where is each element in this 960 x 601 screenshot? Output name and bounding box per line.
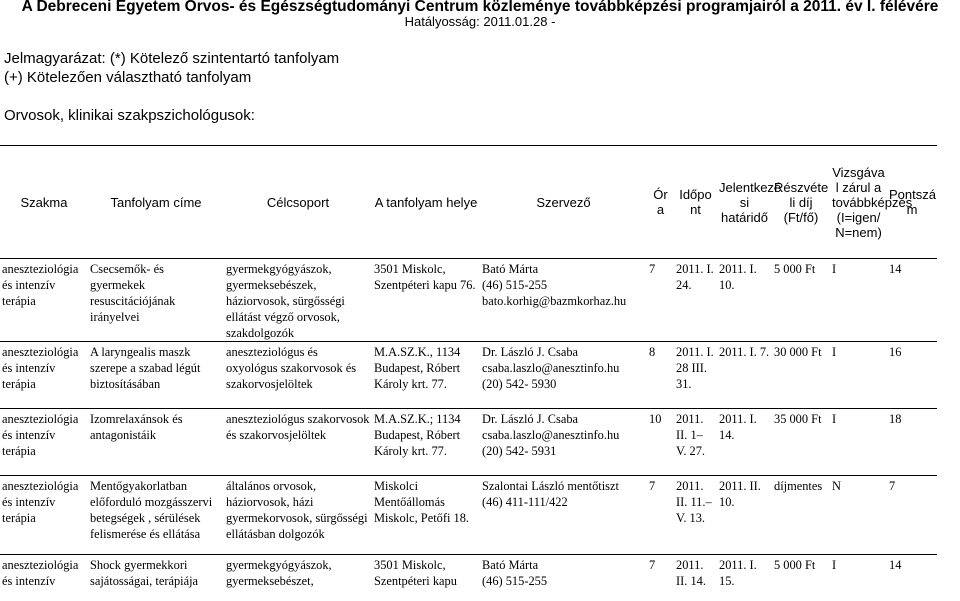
cell-szakma: aneszteziológia és intenzív terápia <box>0 259 88 342</box>
cell-szakma: aneszteziológia és intenzív terápia <box>0 409 88 476</box>
cell-dij: díjmentes <box>772 476 830 555</box>
cell-ora: 8 <box>647 342 674 409</box>
cell-vizsga: N <box>830 476 887 555</box>
col-header-pontszam: Pontszá m <box>887 146 937 259</box>
cell-celcsoport: gyermekgyógyászok, gyermeksebészet, <box>226 558 332 588</box>
cell-tanfolyam-cime: Shock gyermekkori sajátosságai, terápiája <box>90 558 199 588</box>
cell-celcsoport: gyermekgyógyászok, gyermeksebészek, háziorvosok, sürgősségi ellátást végző orvosok, szakdolgozók <box>224 259 372 342</box>
cell-hatarido: 2011. I. 15. <box>719 558 757 588</box>
cell-tanfolyam-cime: A laryngealis maszk szerepe a szabad légút biztosításában <box>88 342 224 409</box>
cell-hatarido: 2011. II. 10. <box>717 476 772 555</box>
cell-helye: 3501 Miskolc, Szentpéteri kapu 76. <box>372 259 480 342</box>
cell-hatarido: 2011. I. 7. <box>717 342 772 409</box>
cell-pontszam: 18 <box>887 409 937 476</box>
cell-tanfolyam-cime: Mentőgyakorlatban előforduló mozgásszervi betegségek , sérülések felismerése és ellátása <box>88 476 224 555</box>
cell-szervezo: Dr. László J. Csaba csaba.laszlo@anesztinfo.hu (20) 542- 5930 <box>480 342 647 409</box>
col-header-helye: A tanfolyam helye <box>372 146 480 259</box>
cell-ora: 10 <box>647 409 674 476</box>
cell-hatarido: 2011. I. 14. <box>717 409 772 476</box>
table-row <box>0 476 937 555</box>
cell-pontszam: 16 <box>887 342 937 409</box>
cell-idopont: 2011. II. 1– V. 27. <box>674 409 717 476</box>
cell-vizsga: I <box>830 409 887 476</box>
cell-idopont: 2011. II. 14. <box>676 558 706 588</box>
legend-elective: (+) Kötelezően választható tanfolyam <box>4 69 252 86</box>
col-header-dij: Részvéte li díj (Ft/fő) <box>772 146 830 259</box>
cell-celcsoport: aneszteziológus szakorvosok és szakorvosjelöltek <box>224 409 372 476</box>
cell-helye: M.A.SZ.K.; 1134 Budapest, Róbert Károly krt. 77. <box>372 409 480 476</box>
table-header-row <box>0 146 937 259</box>
legend-mandatory: Jelmagyarázat: (*) Kötelező szintentartó tanfolyam <box>4 50 340 67</box>
table-row <box>0 259 937 342</box>
table-row <box>0 555 937 598</box>
cell-vizsga: I <box>830 342 887 409</box>
cell-ora: 7 <box>649 558 656 572</box>
cell-idopont: 2011. II. 11.– V. 13. <box>674 476 717 555</box>
cell-pontszam: 14 <box>887 259 937 342</box>
cell-tanfolyam-cime: Csecsemők- és gyermekek resuscitációjának irányelvei <box>88 259 224 342</box>
cell-ora: 7 <box>647 259 674 342</box>
cell-vizsga: I <box>830 259 887 342</box>
cell-hatarido: 2011. I. 10. <box>717 259 772 342</box>
cell-helye: M.A.SZ.K., 1134 Budapest, Róbert Károly krt. 77. <box>372 342 480 409</box>
cell-ora: 7 <box>647 476 674 555</box>
course-table <box>0 145 937 597</box>
col-header-ora: Ór a <box>647 146 674 259</box>
cell-szervezo: Szalontai László mentőtiszt (46) 411-111/422 <box>480 476 647 555</box>
cell-idopont: 2011. I. 24. <box>674 259 717 342</box>
cell-szakma: aneszteziológia és intenzív terápia <box>0 342 88 409</box>
cell-celcsoport: általános orvosok, háziorvosok, házi gyermekorvosok, sürgősségi ellátásban dolgozók <box>224 476 372 555</box>
page-title: A Debreceni Egyetem Orvos- és Egészségtudományi Centrum közleménye továbbképzési programjairól a 2011. év I. félévére <box>21 0 939 15</box>
cell-vizsga: I <box>832 558 837 572</box>
validity-date: Hatályosság: 2011.01.28 - <box>404 14 556 29</box>
cell-pontszam: 14 <box>889 558 902 572</box>
col-header-idopont: Időpo nt <box>674 146 717 259</box>
cell-dij: 30 000 Ft <box>772 342 830 409</box>
cell-helye: Miskolci Mentőállomás Miskolc, Petőfi 18. <box>372 476 480 555</box>
cell-idopont: 2011. I. 28 III. 31. <box>674 342 717 409</box>
cell-szakma: aneszteziológia és intenzív terápia <box>0 476 88 555</box>
cell-pontszam: 7 <box>887 476 937 555</box>
col-header-tanfolyam-cime: Tanfolyam címe <box>88 146 224 259</box>
col-header-szakma: Szakma <box>0 146 88 259</box>
col-header-szervezo: Szervező <box>480 146 647 259</box>
cell-dij: 5 000 Ft <box>772 259 830 342</box>
cell-dij: 35 000 Ft <box>772 409 830 476</box>
cell-szakma: aneszteziológia és intenzív <box>2 558 79 588</box>
cell-szervezo: Bató Márta (46) 515-255 <box>482 558 548 588</box>
section-title: Orvosok, klinikai szakpszichológusok: <box>4 107 255 124</box>
table-row <box>0 342 937 409</box>
cell-szervezo: Bató Márta (46) 515-255 bato.korhig@bazmkorhaz.hu <box>480 259 647 342</box>
col-header-vizsga: Vizsgáva l zárul a továbbképzés (I=igen/ N=nem) <box>830 146 887 259</box>
cell-tanfolyam-cime: Izomrelaxánsok és antagonistáik <box>88 409 224 476</box>
cell-szervezo: Dr. László J. Csaba csaba.laszlo@anesztinfo.hu (20) 542- 5931 <box>480 409 647 476</box>
col-header-hatarido: Jelentkezé si határidő <box>717 146 772 259</box>
cell-helye: 3501 Miskolc, Szentpéteri kapu <box>374 558 457 588</box>
table-row <box>0 409 937 476</box>
cell-celcsoport: aneszteziológus és oxyológus szakorvosok és szakorvosjelöltek <box>224 342 372 409</box>
col-header-celcsoport: Célcsoport <box>224 146 372 259</box>
cell-dij: 5 000 Ft <box>774 558 816 572</box>
